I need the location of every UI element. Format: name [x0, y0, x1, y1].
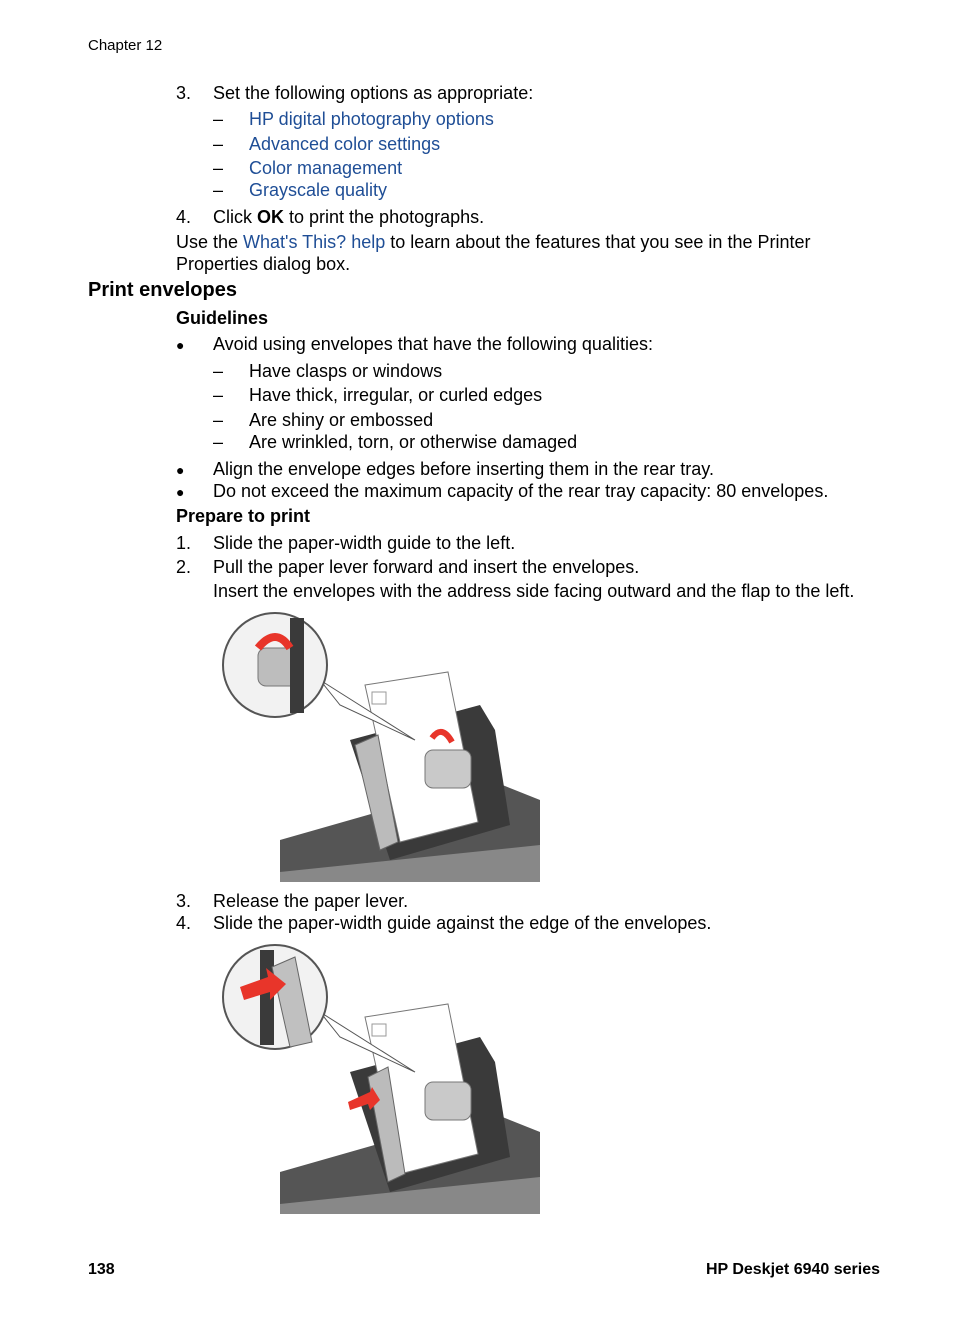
dash: –: [213, 385, 224, 405]
step-text: Release the paper lever.: [213, 891, 409, 911]
section-title: Print envelopes: [88, 279, 237, 301]
quality-item: Have thick, irregular, or curled edges: [249, 385, 543, 405]
ok-label: OK: [257, 207, 284, 227]
dash: –: [213, 109, 224, 129]
help-text-pre: Use the: [176, 232, 244, 252]
dash: –: [213, 432, 224, 452]
step-number: 4.: [176, 207, 192, 227]
dash: –: [213, 410, 224, 430]
step-text: Slide the paper-width guide against the edge of the envelopes.: [213, 913, 712, 933]
bullet-dot: ●: [176, 484, 185, 500]
prep-step: [176, 891, 408, 912]
step-text: Pull the paper lever forward and insert the envelopes.: [213, 557, 640, 577]
bullet-dot: ●: [176, 462, 185, 478]
printer-rear-tray-illustration-lever: [220, 610, 540, 882]
product-name: HP Deskjet 6940 series: [705, 1261, 880, 1278]
step-text-post: to print the photographs.: [284, 207, 485, 227]
prepare-heading: Prepare to print: [176, 506, 311, 526]
step-number: 4.: [176, 913, 192, 933]
step-3-top: [176, 83, 533, 104]
step-number: 3.: [176, 83, 192, 103]
step-text-pre: Click: [213, 207, 257, 227]
step-4-top: [176, 207, 484, 228]
link-color-management[interactable]: Color management: [249, 158, 403, 178]
step-text: Set the following options as appropriate:: [213, 83, 534, 103]
prep-step: [176, 533, 515, 554]
prep-step: [176, 557, 639, 578]
prep-note: Insert the envelopes with the address side facing outward and the flap to the left.: [213, 581, 855, 601]
step-number: 1.: [176, 533, 192, 553]
step-text: Slide the paper-width guide to the left.: [213, 533, 516, 553]
dash: –: [213, 180, 224, 200]
help-text-post: to learn about the features that you see in the Printer: [385, 232, 811, 252]
link-grayscale-quality[interactable]: Grayscale quality: [249, 180, 388, 200]
page-number: 138: [88, 1261, 115, 1278]
guidelines-heading: Guidelines: [176, 308, 269, 328]
help-paragraph-line2: Properties dialog box.: [176, 254, 351, 274]
dash: –: [213, 134, 224, 154]
dash: –: [213, 158, 224, 178]
step-number: 3.: [176, 891, 192, 911]
bullet-text: Do not exceed the maximum capacity of the rear tray capacity: 80 envelopes.: [213, 481, 829, 501]
quality-item: Are shiny or embossed: [249, 410, 434, 430]
dash: –: [213, 361, 224, 381]
help-paragraph: [176, 232, 811, 253]
link-hp-digital-photography-options[interactable]: HP digital photography options: [249, 109, 494, 129]
bullet-dot: ●: [176, 337, 185, 353]
bullet-text: Avoid using envelopes that have the following qualities:: [213, 334, 653, 354]
bullet-text: Align the envelope edges before inserting them in the rear tray.: [213, 459, 714, 479]
quality-item: Have clasps or windows: [249, 361, 443, 381]
link-advanced-color-settings[interactable]: Advanced color settings: [249, 134, 441, 154]
quality-item: Are wrinkled, torn, or otherwise damaged: [249, 432, 578, 452]
chapter-header: Chapter 12: [88, 37, 163, 54]
link-whats-this-help[interactable]: What's This? help: [243, 232, 386, 252]
prep-step: [176, 913, 711, 934]
printer-rear-tray-illustration-guide: [220, 942, 540, 1214]
step-number: 2.: [176, 557, 192, 577]
